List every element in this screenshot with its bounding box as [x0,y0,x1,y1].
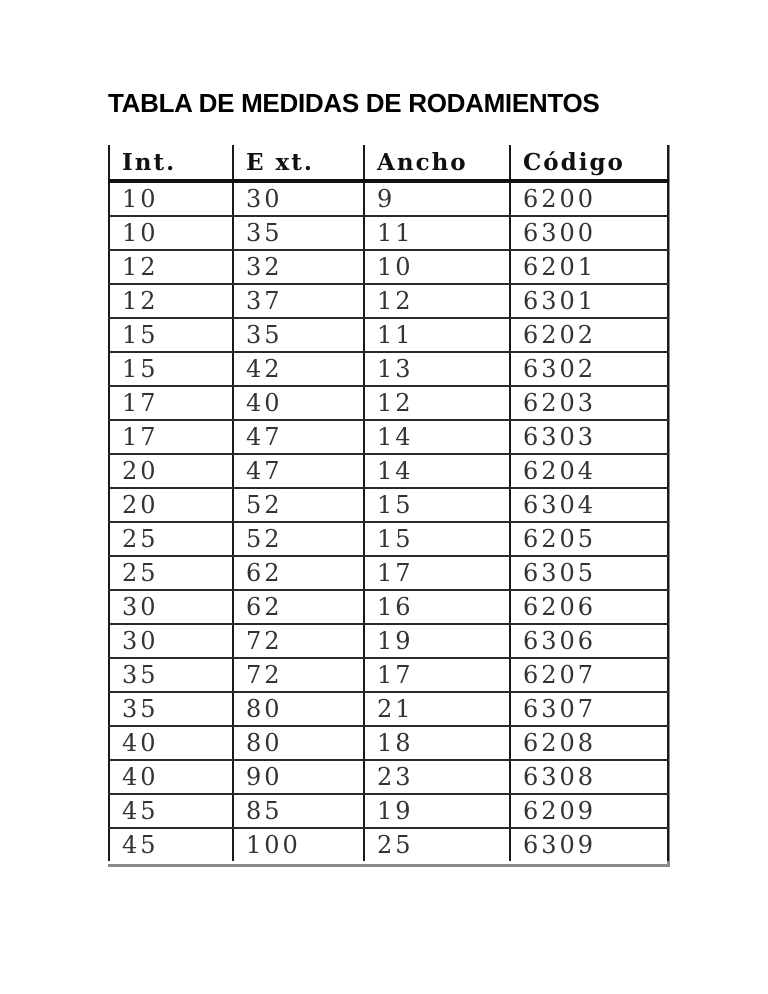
cell-codigo: 6203 [510,386,668,420]
cell-codigo: 6301 [510,284,668,318]
cell-ext: 72 [233,658,364,692]
cell-ext: 35 [233,318,364,352]
cell-codigo: 6209 [510,794,668,828]
cell-int: 12 [109,284,233,318]
cell-ancho: 13 [364,352,510,386]
cell-codigo: 6205 [510,522,668,556]
cell-int: 45 [109,828,233,861]
cell-ext: 72 [233,624,364,658]
cell-ancho: 10 [364,250,510,284]
column-header-ancho: Ancho [364,145,510,181]
table-row [109,318,668,352]
cell-int: 10 [109,216,233,250]
cell-ancho: 17 [364,658,510,692]
cell-int: 40 [109,726,233,760]
cell-ext: 90 [233,760,364,794]
table-row [109,726,668,760]
table-row [109,216,668,250]
cell-codigo: 6207 [510,658,668,692]
cell-ext: 47 [233,454,364,488]
cell-ancho: 12 [364,386,510,420]
cell-int: 35 [109,658,233,692]
cell-ancho: 14 [364,420,510,454]
cell-ancho: 14 [364,454,510,488]
cell-codigo: 6302 [510,352,668,386]
cell-int: 25 [109,556,233,590]
cell-codigo: 6307 [510,692,668,726]
table-header-row [109,145,668,181]
table-row [109,454,668,488]
cell-codigo: 6303 [510,420,668,454]
column-header-int: Int. [109,145,233,181]
table-row [109,250,668,284]
cell-codigo: 6305 [510,556,668,590]
cell-ancho: 19 [364,794,510,828]
cell-ext: 52 [233,488,364,522]
cell-int: 40 [109,760,233,794]
table-row [109,658,668,692]
table-row [109,352,668,386]
cell-int: 30 [109,590,233,624]
cell-ancho: 19 [364,624,510,658]
table-row [109,420,668,454]
cell-ext: 42 [233,352,364,386]
cell-int: 20 [109,488,233,522]
cell-ancho: 23 [364,760,510,794]
cell-int: 35 [109,692,233,726]
cell-codigo: 6202 [510,318,668,352]
cell-int: 17 [109,386,233,420]
table-row [109,522,668,556]
table-body [109,181,668,861]
cell-codigo: 6200 [510,181,668,216]
cell-ancho: 16 [364,590,510,624]
table-row [109,794,668,828]
cell-ext: 30 [233,181,364,216]
column-header-ext: E xt. [233,145,364,181]
table-row [109,624,668,658]
cell-ext: 40 [233,386,364,420]
cell-ext: 100 [233,828,364,861]
cell-ext: 47 [233,420,364,454]
table-row [109,284,668,318]
table-row [109,760,668,794]
cell-codigo: 6306 [510,624,668,658]
cell-ext: 80 [233,692,364,726]
table-row [109,488,668,522]
cell-int: 15 [109,352,233,386]
cell-ancho: 18 [364,726,510,760]
cell-codigo: 6300 [510,216,668,250]
cell-ext: 62 [233,556,364,590]
cell-ancho: 21 [364,692,510,726]
cell-codigo: 6304 [510,488,668,522]
cell-int: 17 [109,420,233,454]
cell-ext: 35 [233,216,364,250]
cell-ext: 62 [233,590,364,624]
cell-ext: 32 [233,250,364,284]
cell-codigo: 6308 [510,760,668,794]
cell-codigo: 6201 [510,250,668,284]
page-title: TABLA DE MEDIDAS DE RODAMIENTOS [108,88,600,118]
cell-ancho: 11 [364,216,510,250]
cell-ancho: 15 [364,522,510,556]
cell-ancho: 11 [364,318,510,352]
cell-ext: 37 [233,284,364,318]
cell-int: 20 [109,454,233,488]
cell-int: 12 [109,250,233,284]
cell-int: 30 [109,624,233,658]
table-row [109,386,668,420]
table-row [109,828,668,861]
cell-ancho: 9 [364,181,510,216]
cell-codigo: 6309 [510,828,668,861]
cell-codigo: 6204 [510,454,668,488]
bearing-table [108,145,669,861]
cell-ext: 85 [233,794,364,828]
cell-ext: 80 [233,726,364,760]
cell-int: 25 [109,522,233,556]
cell-ancho: 17 [364,556,510,590]
table-row [109,181,668,216]
cell-int: 45 [109,794,233,828]
cell-codigo: 6206 [510,590,668,624]
cell-codigo: 6208 [510,726,668,760]
cell-ancho: 12 [364,284,510,318]
cell-int: 15 [109,318,233,352]
column-header-codigo: Código [510,145,668,181]
cell-ext: 52 [233,522,364,556]
table-row [109,692,668,726]
bearing-table-image [108,145,670,867]
table-row [109,590,668,624]
cell-int: 10 [109,181,233,216]
cell-ancho: 15 [364,488,510,522]
table-row [109,556,668,590]
cell-ancho: 25 [364,828,510,861]
